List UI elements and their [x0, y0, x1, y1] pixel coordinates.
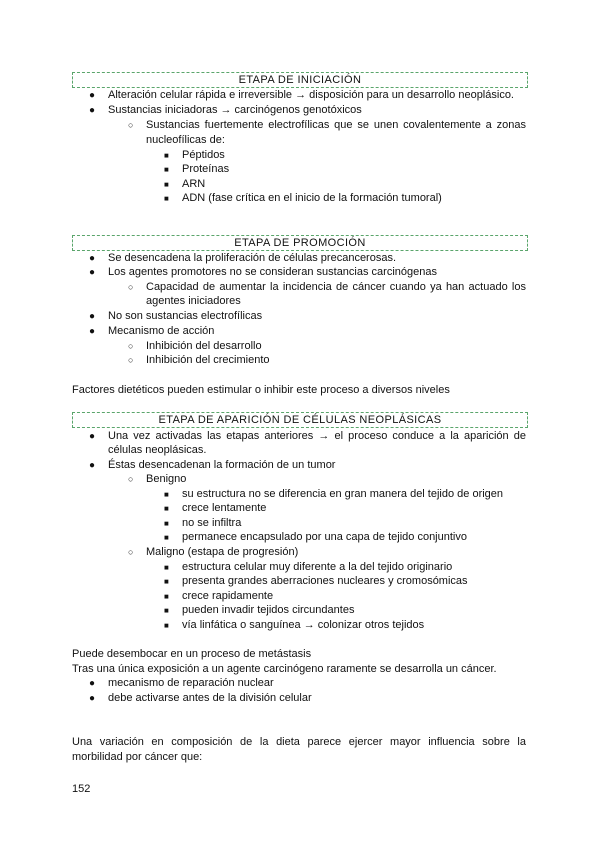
- square-bullet-icon: ■: [164, 180, 169, 189]
- list-item: Proteínas: [182, 163, 230, 175]
- paragraph: Tras una única exposición a un agente carcinógeno raramente se desarrolla un cáncer.: [72, 663, 497, 675]
- list-item: Capacidad de aumentar la incidencia de cáncer cuando ya han actuado los: [146, 281, 526, 293]
- section-banner-iniciacion: ETAPA DE INICIACIÓN: [72, 72, 528, 88]
- bullet-icon: ●: [89, 431, 96, 442]
- bullet-icon: ●: [89, 105, 96, 116]
- bullet-icon: ●: [89, 678, 96, 689]
- section-banner-promocion: ETAPA DE PROMOCIÓN: [72, 235, 528, 251]
- circle-bullet-icon: ○: [128, 547, 134, 557]
- list-item: pueden invadir tejidos circundantes: [182, 604, 355, 616]
- square-bullet-icon: ■: [164, 194, 169, 203]
- list-item: Mecanismo de acción: [108, 325, 215, 337]
- list-item: Éstas desencadenan la formación de un tumor: [108, 459, 336, 471]
- list-item: Sustancias fuertemente electrofílicas que se unen covalentemente a zonas: [146, 119, 526, 131]
- list-item: permanece encapsulado por una capa de tejido conjuntivo: [182, 531, 467, 543]
- list-item-continuation: células neoplásicas.: [108, 444, 207, 456]
- bullet-icon: ●: [89, 311, 96, 322]
- bullet-icon: ●: [89, 326, 96, 337]
- list-item: crece rapidamente: [182, 590, 274, 602]
- list-item: Maligno (estapa de progresión): [146, 546, 299, 558]
- circle-bullet-icon: ○: [128, 474, 134, 484]
- square-bullet-icon: ■: [164, 490, 169, 499]
- list-item: Se desencadena la proliferación de células precancerosas.: [108, 252, 397, 264]
- list-item: ADN (fase crítica en el inicio de la formación tumoral): [182, 192, 442, 204]
- paragraph: Factores dietéticos pueden estimular o inhibir este proceso a diversos niveles: [72, 384, 450, 396]
- list-item: crece lentamente: [182, 502, 267, 514]
- list-item: Péptidos: [182, 149, 225, 161]
- bullet-icon: ●: [89, 460, 96, 471]
- circle-bullet-icon: ○: [128, 355, 134, 365]
- list-item: estructura celular muy diferente a la del tejido originario: [182, 561, 453, 573]
- list-item: su estructura no se diferencia en gran manera del tejido de origen: [182, 488, 504, 500]
- list-item: ARN: [182, 178, 206, 190]
- bullet-icon: ●: [89, 253, 96, 264]
- square-bullet-icon: ■: [164, 563, 169, 572]
- list-item: mecanismo de reparación nuclear: [108, 677, 274, 689]
- list-item: vía linfática o sanguínea → colonizar otros tejidos: [182, 619, 425, 631]
- square-bullet-icon: ■: [164, 533, 169, 542]
- square-bullet-icon: ■: [164, 165, 169, 174]
- circle-bullet-icon: ○: [128, 282, 134, 292]
- list-item: Los agentes promotores no se consideran sustancias carcinógenas: [108, 266, 437, 278]
- list-item: Sustancias iniciadoras → carcinógenos genotóxicos: [108, 104, 362, 116]
- list-item: Alteración celular rápida e irreversible → disposición para un desarrollo neoplásico.: [108, 89, 514, 101]
- list-item: no se infiltra: [182, 517, 242, 529]
- square-bullet-icon: ■: [164, 606, 169, 615]
- list-item: presenta grandes aberraciones nucleares y cromosómicas: [182, 575, 468, 587]
- square-bullet-icon: ■: [164, 621, 169, 630]
- square-bullet-icon: ■: [164, 577, 169, 586]
- circle-bullet-icon: ○: [128, 120, 134, 130]
- page-number: 152: [72, 783, 91, 795]
- section-banner-aparicion: ETAPA DE APARICIÓN DE CÉLULAS NEOPLÁSICAS: [72, 412, 528, 428]
- circle-bullet-icon: ○: [128, 341, 134, 351]
- list-item: debe activarse antes de la división celular: [108, 692, 312, 704]
- bullet-icon: ●: [89, 90, 96, 101]
- square-bullet-icon: ■: [164, 504, 169, 513]
- list-item: Inhibición del desarrollo: [146, 340, 262, 352]
- list-item: No son sustancias electrofílicas: [108, 310, 263, 322]
- list-item-continuation: agentes iniciadores: [146, 295, 241, 307]
- list-item: Inhibición del crecimiento: [146, 354, 270, 366]
- paragraph: Una variación en composición de la dieta parece ejercer mayor influencia sobre la: [72, 736, 526, 748]
- square-bullet-icon: ■: [164, 151, 169, 160]
- bullet-icon: ●: [89, 693, 96, 704]
- square-bullet-icon: ■: [164, 519, 169, 528]
- list-item: Benigno: [146, 473, 187, 485]
- square-bullet-icon: ■: [164, 592, 169, 601]
- bullet-icon: ●: [89, 267, 96, 278]
- list-item-continuation: nucleofílicas de:: [146, 134, 225, 146]
- paragraph: Puede desembocar en un proceso de metástasis: [72, 648, 312, 660]
- list-item: Una vez activadas las etapas anteriores → el proceso conduce a la aparición de: [108, 430, 526, 442]
- paragraph: morbilidad por cáncer que:: [72, 751, 203, 763]
